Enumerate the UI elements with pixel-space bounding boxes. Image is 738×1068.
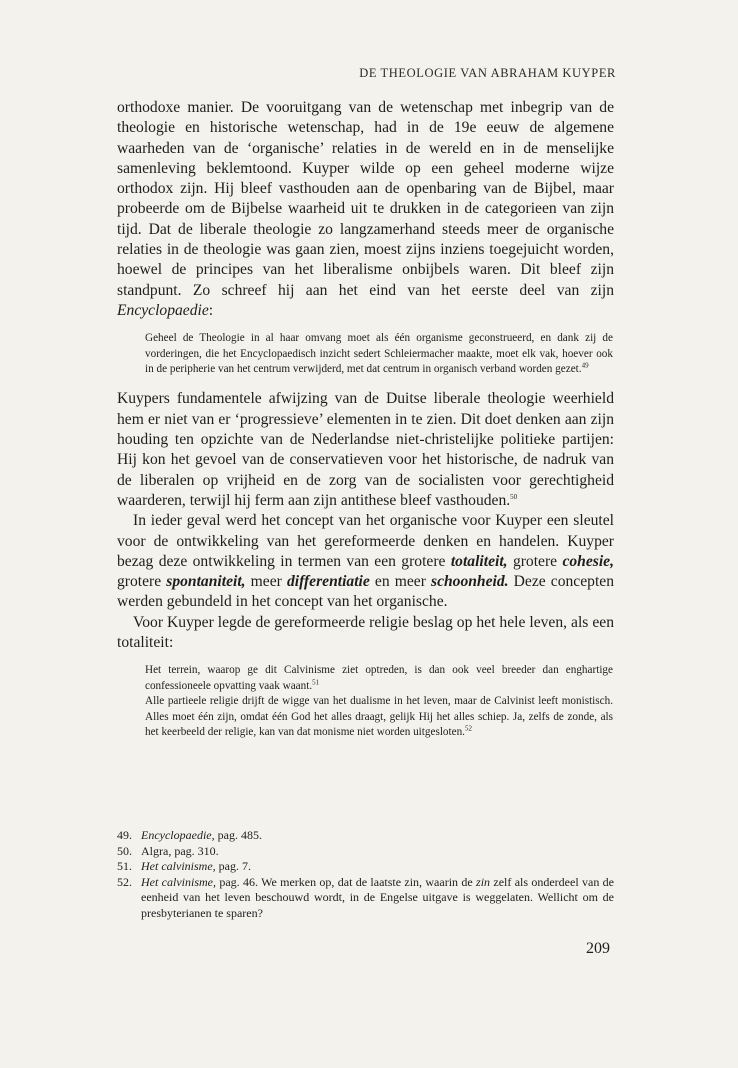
quote-2-para-2-text: Alle partieele religie drijft de wigge van het dualisme in het leven, maar de Calvinist leeft monistisch. Alles moet één zijn, omdat één God het alles draagt, gelijk Hij het alles schiep. Ja, zelfs de zonde, als het keerbeeld der religie, kan van dat monisme niet worden uitgesloten.: [145, 695, 613, 738]
paragraph-3: [117, 511, 614, 612]
footnote-source: Het calvinisme,: [141, 874, 216, 889]
term-schoonheid: schoonheid.: [431, 573, 509, 591]
paragraph-3-part-b: grotere: [507, 552, 563, 570]
footnote-ref-50: 50: [510, 492, 518, 501]
footnote-49: [117, 828, 614, 844]
paragraph-3-part-e: en meer: [369, 573, 431, 591]
paragraph-4-text: Voor Kuyper legde de gereformeerde religie beslag op het hele leven, als een totaliteit:: [117, 613, 614, 652]
footnote-text: [141, 859, 614, 875]
footnote-detail-continued: zelf als onderdeel van de eenheid van het leven beschouwd wordt, in de Engelse uitgave is weggelaten. Wellicht om de presbyterianen te sparen?: [141, 874, 614, 920]
quote-1-body: Geheel de Theologie in al haar omvang moet als één organisme geconstrueerd, en dank zij de vorderingen, die het Encyclopaedisch inzicht sedert Schleiermacher maakte, moet elk vak, hoever ook in de peripherie van het centrum verwijderd, met dat centrum in organisch verband worden gezet.: [145, 332, 613, 376]
footnote-text: [141, 875, 614, 922]
paragraph-3-part-f: Deze concepten werden gebundeld in het concept van het organische.: [117, 573, 614, 611]
paragraph-2: [117, 389, 614, 511]
running-head: DE THEOLOGIE VAN ABRAHAM KUYPER: [359, 66, 616, 80]
paragraph-1-italic: Encyclopaedie: [117, 301, 209, 319]
footnote-source: Het calvinisme,: [141, 859, 216, 873]
footnote-number: 51.: [117, 859, 132, 873]
footnote-text: [141, 844, 614, 860]
term-differentiatie: differentiatie: [286, 573, 370, 591]
paragraph-3-part-d: meer: [245, 573, 287, 591]
block-quote-1: [145, 331, 613, 377]
paragraph-4: [117, 613, 614, 654]
block-quote-2-para-2: [145, 694, 613, 740]
block-quote-2: [145, 663, 613, 740]
paragraph-1-text: orthodoxe manier. De vooruitgang van de wetenschap met inbegrip van de theologie en historische wetenschap, had in de 19e eeuw de algemene waarheden van de ‘organische’ relaties in de wereld en in de menselijke samenleving beklemtoond. Kuyper wilde op een geheel moderne wijze orthodox zijn. Hij bleef vasthouden aan de openbaring van de Bijbel, maar probeerde om de Bijbelse waarheid uit te drukken in de categorieen van zijn tijd. Dat de liberale theologie zo langzamerhand steeds meer de organische relaties in de theologie was gaan zien, moest zijns inziens toegejuicht worden, hoewel de principes van het liberalisme onbijbels waren. Dit bleef zijn standpunt. Zo schreef hij aan het eind van het eerste deel van zijn: [117, 99, 614, 299]
footnote-number: 52.: [117, 874, 132, 889]
paragraph-1: [117, 98, 614, 321]
footnote-52: [117, 875, 614, 922]
footnote-ref-49: 49: [581, 361, 589, 370]
footnotes: [117, 828, 614, 921]
paragraph-3-part-c: grotere: [117, 573, 167, 591]
footnote-detail: Algra, pag. 310.: [141, 843, 219, 858]
footnote-detail: pag. 46. We merken op, dat de laatste zin, waarin de: [215, 874, 477, 889]
footnote-detail: pag. 7.: [215, 859, 251, 873]
term-cohesie: cohesie,: [562, 552, 614, 570]
footnote-51: [117, 859, 614, 875]
term-totaliteit: totaliteit,: [450, 552, 508, 570]
footnote-ref-51: 51: [312, 678, 320, 687]
paragraph-1-end: :: [208, 301, 214, 319]
footnote-ref-52: 52: [464, 724, 472, 733]
term-spontaniteit: spontaniteit,: [166, 573, 246, 591]
paragraph-3-part-a: In ieder geval werd het concept van het organische voor Kuyper een sleutel voor de ontwikkeling van het gereformeerde denken en handelen. Kuyper bezag deze ontwikkeling in termen van een grotere: [117, 512, 614, 570]
footnote-text: [141, 828, 614, 844]
footnote-detail: pag. 485.: [214, 828, 262, 842]
page-number: 209: [586, 940, 610, 957]
quote-2-para-1-text: Het terrein, waarop ge dit Calvinisme ziet optreden, is dan ook veel breeder dan enghartige confessioneele opvatting vaak waant.: [145, 664, 613, 692]
body-text: [117, 98, 614, 752]
footnote-number: 49.: [117, 828, 132, 842]
footnote-source: Encyclopaedie,: [141, 828, 215, 842]
footnote-50: [117, 844, 614, 860]
footnote-italic-word: zin: [476, 874, 491, 889]
paragraph-2-text: Kuypers fundamentele afwijzing van de Duitse liberale theologie weerhield hem er niet van er ‘progressieve’ elementen in te zien. Dit doet denken aan zijn houding ten opzichte van de Nederlandse niet-christelijke politieke partijen: Hij kon het gevoel van de conservatieven voor het historische, de nadruk van de liberalen op vrijheid en de zorg van de socialisten voor gerechtigheid waarderen, terwijl hij ferm aan zijn antithese bleef vasthouden.: [117, 390, 614, 509]
block-quote-2-para-1: [145, 663, 613, 694]
footnote-number: 50.: [117, 843, 132, 858]
block-quote-1-text: [145, 331, 613, 377]
